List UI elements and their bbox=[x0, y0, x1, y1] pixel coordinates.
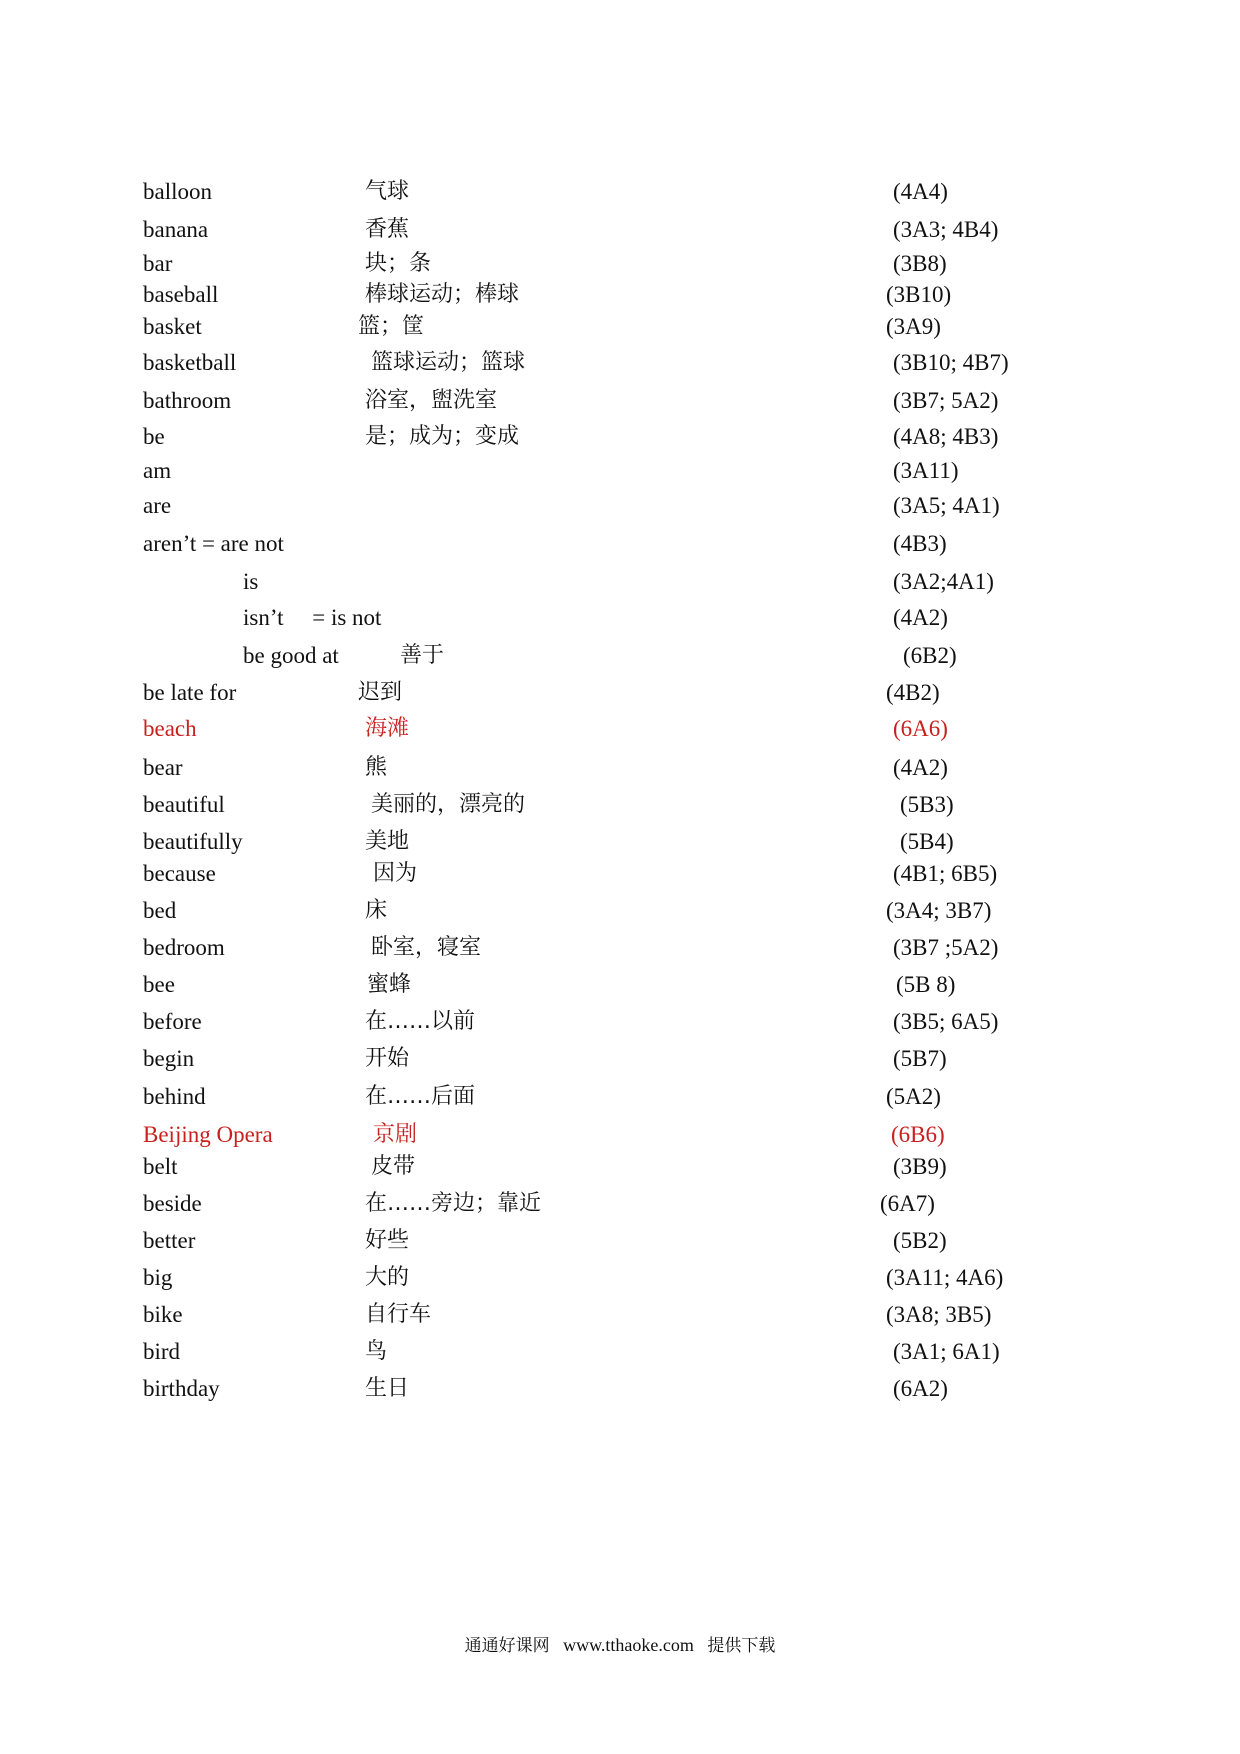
vocabulary-row bbox=[0, 1373, 1240, 1413]
footer-url: www.tthaoke.com bbox=[563, 1635, 694, 1655]
entry-unit-ref: (6A6) bbox=[893, 716, 948, 741]
entry-word: bike bbox=[143, 1302, 183, 1327]
vocabulary-row bbox=[0, 602, 1240, 642]
entry-meaning: 京剧 bbox=[373, 1122, 418, 1147]
entry-word: aren’t = are not bbox=[143, 531, 284, 556]
entry-word: birthday bbox=[143, 1376, 220, 1401]
entry-word: behind bbox=[143, 1084, 206, 1109]
entry-word: baseball bbox=[143, 282, 219, 307]
entry-word: be late for bbox=[143, 680, 237, 705]
entry-word: beach bbox=[143, 716, 197, 741]
entry-meaning: 在……后面 bbox=[365, 1084, 476, 1109]
entry-meaning: 美地 bbox=[365, 829, 410, 854]
vocabulary-row bbox=[0, 752, 1240, 792]
vocabulary-row bbox=[0, 1081, 1240, 1121]
vocabulary-row bbox=[0, 969, 1240, 1009]
entry-meaning: 香蕉 bbox=[365, 217, 410, 242]
entry-word: better bbox=[143, 1228, 196, 1253]
entry-unit-ref: (5B 8) bbox=[896, 972, 956, 997]
vocabulary-row bbox=[0, 713, 1240, 753]
entry-word: big bbox=[143, 1265, 173, 1290]
entry-unit-ref: (4B2) bbox=[886, 680, 940, 705]
entry-unit-ref: (3A5; 4A1) bbox=[893, 493, 1000, 518]
entry-unit-ref: (3A11) bbox=[893, 458, 959, 483]
entry-unit-ref: (6A7) bbox=[880, 1191, 935, 1216]
entry-unit-ref: (5B7) bbox=[893, 1046, 947, 1071]
entry-unit-ref: (3B5; 6A5) bbox=[893, 1009, 999, 1034]
entry-unit-ref: (3A11; 4A6) bbox=[886, 1265, 1004, 1290]
entry-word: basketball bbox=[143, 350, 237, 375]
entry-unit-ref: (5B3) bbox=[900, 792, 954, 817]
entry-meaning: 是；成为；变成 bbox=[365, 424, 520, 449]
entry-unit-ref: (3B7; 5A2) bbox=[893, 388, 999, 413]
vocabulary-row bbox=[0, 1299, 1240, 1339]
entry-unit-ref: (3B8) bbox=[893, 251, 947, 276]
entry-word: be good at bbox=[243, 643, 339, 668]
entry-unit-ref: (3B7 ;5A2) bbox=[893, 935, 999, 960]
entry-word: am bbox=[143, 458, 172, 483]
vocabulary-row bbox=[0, 1043, 1240, 1083]
entry-meaning: 大的 bbox=[365, 1265, 410, 1290]
entry-meaning: 生日 bbox=[365, 1376, 410, 1401]
vocabulary-row bbox=[0, 311, 1240, 351]
entry-word: beautiful bbox=[143, 792, 225, 817]
entry-meaning: 卧室，寝室 bbox=[371, 935, 482, 960]
entry-unit-ref: (4A8; 4B3) bbox=[893, 424, 999, 449]
entry-word: bee bbox=[143, 972, 175, 997]
vocabulary-row bbox=[0, 1151, 1240, 1191]
entry-word: bed bbox=[143, 898, 177, 923]
entry-word: be bbox=[143, 424, 165, 449]
entry-word: balloon bbox=[143, 179, 212, 204]
entry-word: basket bbox=[143, 314, 202, 339]
entry-meaning: 海滩 bbox=[365, 716, 410, 741]
entry-meaning: 篮球运动；篮球 bbox=[371, 350, 526, 375]
entry-unit-ref: (3A4; 3B7) bbox=[886, 898, 992, 923]
entry-unit-ref: (3A3; 4B4) bbox=[893, 217, 999, 242]
entry-unit-ref: (5B2) bbox=[893, 1228, 947, 1253]
vocabulary-row bbox=[0, 566, 1240, 606]
entry-word: belt bbox=[143, 1154, 178, 1179]
entry-word: because bbox=[143, 861, 216, 886]
entry-word: beside bbox=[143, 1191, 202, 1216]
entry-meaning: 迟到 bbox=[358, 680, 403, 705]
entry-unit-ref: (5B4) bbox=[900, 829, 954, 854]
entry-word: Beijing Opera bbox=[143, 1122, 273, 1147]
vocabulary-row bbox=[0, 455, 1240, 495]
vocabulary-row bbox=[0, 347, 1240, 387]
entry-unit-ref: (6B2) bbox=[903, 643, 957, 668]
entry-word: before bbox=[143, 1009, 202, 1034]
entry-meaning: 气球 bbox=[365, 179, 410, 204]
entry-meaning: 自行车 bbox=[365, 1302, 432, 1327]
entry-unit-ref: (3A1; 6A1) bbox=[893, 1339, 1000, 1364]
entry-unit-ref: (5A2) bbox=[886, 1084, 941, 1109]
vocabulary-row bbox=[0, 528, 1240, 568]
vocabulary-row bbox=[0, 1188, 1240, 1228]
entry-meaning: 因为 bbox=[373, 861, 418, 886]
vocabulary-row bbox=[0, 932, 1240, 972]
entry-unit-ref: (4A2) bbox=[893, 755, 948, 780]
entry-word: are bbox=[143, 493, 172, 518]
vocabulary-row bbox=[0, 640, 1240, 680]
entry-meaning: 善于 bbox=[400, 643, 445, 668]
entry-meaning: 床 bbox=[365, 898, 388, 923]
vocabulary-row bbox=[0, 385, 1240, 425]
vocabulary-row bbox=[0, 858, 1240, 898]
entry-meaning: 开始 bbox=[365, 1046, 410, 1071]
entry-unit-ref: (3A9) bbox=[886, 314, 941, 339]
entry-meaning: 浴室，盥洗室 bbox=[365, 388, 498, 413]
vocabulary-row bbox=[0, 1006, 1240, 1046]
entry-unit-ref: (6A2) bbox=[893, 1376, 948, 1401]
entry-meaning: 在……旁边；靠近 bbox=[365, 1191, 542, 1216]
entry-unit-ref: (3A8; 3B5) bbox=[886, 1302, 992, 1327]
vocabulary-row bbox=[0, 490, 1240, 530]
entry-meaning: 篮；筐 bbox=[358, 314, 425, 339]
entry-meaning: 在……以前 bbox=[365, 1009, 476, 1034]
entry-unit-ref: (3A2;4A1) bbox=[893, 569, 994, 594]
entry-unit-ref: (4A2) bbox=[893, 605, 948, 630]
page-footer bbox=[0, 1633, 1240, 1658]
entry-unit-ref: (4A4) bbox=[893, 179, 948, 204]
footer-suffix: 提供下载 bbox=[707, 1636, 776, 1656]
entry-word: bathroom bbox=[143, 388, 232, 413]
entry-word: bar bbox=[143, 251, 173, 276]
entry-word: bear bbox=[143, 755, 183, 780]
vocabulary-row bbox=[0, 1262, 1240, 1302]
entry-meaning: 美丽的，漂亮的 bbox=[371, 792, 526, 817]
footer-site-name: 通通好课网 bbox=[464, 1636, 550, 1656]
entry-meaning: 鸟 bbox=[365, 1339, 388, 1364]
entry-word: is bbox=[243, 569, 259, 594]
entry-word: banana bbox=[143, 217, 209, 242]
entry-unit-ref: (6B6) bbox=[891, 1122, 945, 1147]
entry-meaning: 皮带 bbox=[371, 1154, 416, 1179]
vocabulary-row bbox=[0, 1336, 1240, 1376]
entry-word: begin bbox=[143, 1046, 195, 1071]
vocabulary-row bbox=[0, 895, 1240, 935]
vocabulary-row bbox=[0, 1225, 1240, 1265]
vocabulary-row bbox=[0, 677, 1240, 717]
entry-meaning: 棒球运动；棒球 bbox=[365, 282, 520, 307]
entry-meaning: 蜜蜂 bbox=[367, 972, 412, 997]
entry-meaning: 块；条 bbox=[365, 251, 432, 276]
entry-unit-ref: (4B3) bbox=[893, 531, 947, 556]
entry-word: isn’t = is not bbox=[243, 605, 382, 630]
entry-word: bedroom bbox=[143, 935, 225, 960]
entry-word: bird bbox=[143, 1339, 181, 1364]
entry-unit-ref: (3B9) bbox=[893, 1154, 947, 1179]
entry-meaning: 好些 bbox=[365, 1228, 410, 1253]
entry-meaning: 熊 bbox=[365, 755, 388, 780]
vocabulary-row bbox=[0, 176, 1240, 216]
entry-unit-ref: (3B10) bbox=[886, 282, 952, 307]
entry-unit-ref: (4B1; 6B5) bbox=[893, 861, 998, 886]
entry-unit-ref: (3B10; 4B7) bbox=[893, 350, 1009, 375]
entry-word: beautifully bbox=[143, 829, 243, 854]
vocabulary-row bbox=[0, 789, 1240, 829]
